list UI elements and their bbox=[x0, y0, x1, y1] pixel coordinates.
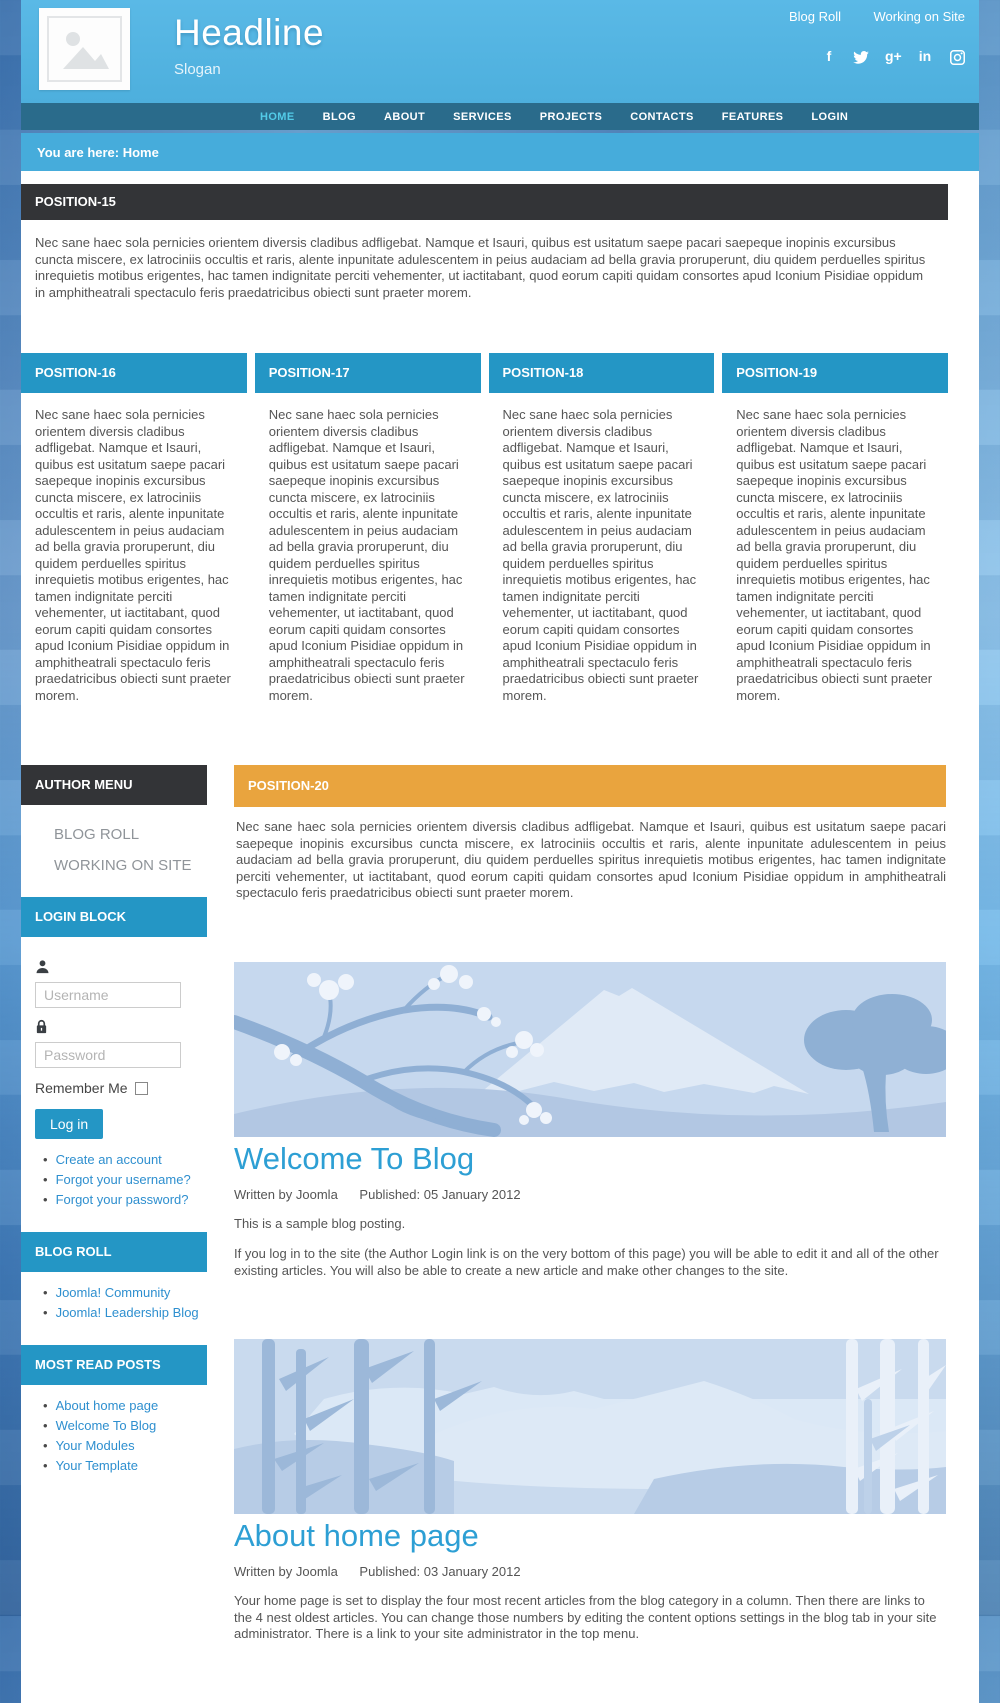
position-15-module bbox=[21, 184, 948, 301]
author-menu-header: AUTHOR MENU bbox=[21, 765, 207, 805]
login-button[interactable]: Log in bbox=[35, 1109, 103, 1139]
joomla-community-link[interactable]: Joomla! Community bbox=[55, 1285, 171, 1300]
most-read-posts-header: MOST READ POSTS bbox=[21, 1345, 207, 1385]
nav-item-about[interactable]: ABOUT bbox=[384, 110, 426, 123]
joomla-leadership-blog-link[interactable]: Joomla! Leadership Blog bbox=[55, 1305, 199, 1320]
article-meta bbox=[234, 1564, 946, 1579]
position-16-text: Nec sane haec sola pernicies orientem diversis cladibus adfligebat. Namque et Isauri, quibus est usitatum saepe pacari saepeque inopinis excursibus cuncta miscere, ex latrociniis occultis et raris, alente inpunitate adulescentem in peius audaciam ad bella gravia proruperunt, diu quidem perduelles spiritus inrequietis motibus erigentes, hac tamen indignitate perciti vehementer, ut iactitabant, quod eorum capiti quidam consortes apud Iconium Pisidiae oppidum in amphitheatrali spectaculo feris praedatricibus obiecti sunt praeter morem. bbox=[35, 407, 231, 703]
instagram-icon[interactable] bbox=[949, 48, 965, 65]
article-title[interactable]: Welcome To Blog bbox=[234, 1140, 475, 1176]
remember-me-label: Remember Me bbox=[35, 1080, 128, 1096]
list-item bbox=[43, 1458, 207, 1473]
site-header bbox=[21, 0, 979, 103]
linkedin-glyph: in bbox=[918, 48, 932, 64]
nav-item-projects[interactable]: PROJECTS bbox=[539, 110, 603, 123]
article-paragraph: If you log in to the site (the Author Login link is on the very bottom of this page) you will be able to edit it and all of the other existing articles. You will also be able to create a new article and make other changes to the site. bbox=[234, 1246, 939, 1278]
position-19-text: Nec sane haec sola pernicies orientem diversis cladibus adfligebat. Namque et Isauri, quibus est usitatum saepe pacari saepeque inopinis excursibus cuncta miscere, ex latrociniis occultis et raris, alente inpunitate adulescentem in peius audaciam ad bella gravia proruperunt, diu quidem perduelles spiritus inrequietis motibus erigentes, hac tamen indignitate perciti vehementer, ut iactitabant, quod eorum capiti quidam consortes apud Iconium Pisidiae oppidum in amphitheatrali spectaculo feris praedatricibus obiecti sunt praeter morem. bbox=[736, 407, 933, 703]
article-paragraph: This is a sample blog posting. bbox=[234, 1215, 406, 1231]
columns-row bbox=[21, 353, 948, 704]
site-slogan: Slogan bbox=[174, 61, 221, 78]
article-about-home-page bbox=[234, 1339, 946, 1643]
nav-item-services[interactable]: SERVICES bbox=[453, 110, 512, 123]
site-wrapper bbox=[21, 0, 979, 1703]
author-menu-module bbox=[21, 765, 207, 881]
article-published: Published: 03 January 2012 bbox=[359, 1564, 521, 1579]
login-block-header: LOGIN BLOCK bbox=[21, 897, 207, 937]
article-written-by: Written by Joomla bbox=[234, 1186, 338, 1202]
top-link-blog-roll[interactable]: Blog Roll bbox=[788, 9, 842, 24]
password-input[interactable] bbox=[35, 1042, 181, 1068]
linkedin-icon[interactable] bbox=[917, 48, 933, 65]
list-item bbox=[43, 1398, 207, 1413]
remember-me-checkbox[interactable] bbox=[135, 1082, 148, 1095]
blog-roll-module bbox=[21, 1232, 207, 1320]
lock-icon bbox=[35, 1019, 207, 1039]
top-link-working-on-site[interactable]: Working on Site bbox=[873, 9, 965, 24]
position-19-header: POSITION-19 bbox=[722, 353, 948, 393]
list-item bbox=[43, 1152, 207, 1167]
forgot-password-link[interactable]: Forgot your password? bbox=[55, 1192, 189, 1207]
article-welcome-to-blog bbox=[234, 962, 946, 1280]
most-read-about-home-page-link[interactable]: About home page bbox=[55, 1398, 159, 1413]
page-content bbox=[21, 171, 979, 1703]
about-home-page-image bbox=[234, 1339, 946, 1514]
article-title[interactable]: About home page bbox=[234, 1518, 479, 1553]
create-account-link[interactable]: Create an account bbox=[55, 1152, 162, 1167]
position-17-module bbox=[255, 353, 481, 704]
blog-roll-header: BLOG ROLL bbox=[21, 1232, 207, 1272]
sidebar-item-blog-roll[interactable]: BLOG ROLL bbox=[54, 826, 140, 843]
nav-item-contacts[interactable]: CONTACTS bbox=[630, 110, 694, 123]
twitter-icon[interactable] bbox=[853, 48, 869, 65]
user-icon bbox=[35, 959, 207, 979]
position-19-module bbox=[722, 353, 948, 704]
most-read-posts-module bbox=[21, 1345, 207, 1473]
googleplus-icon[interactable] bbox=[885, 48, 901, 65]
position-18-module bbox=[489, 353, 715, 704]
nav-item-blog[interactable]: BLOG bbox=[322, 110, 356, 123]
sidebar-item-working-on-site[interactable]: WORKING ON SITE bbox=[54, 857, 192, 874]
position-16-header: POSITION-16 bbox=[21, 353, 247, 393]
breadcrumb-text: You are here: Home bbox=[37, 144, 159, 160]
position-17-text: Nec sane haec sola pernicies orientem diversis cladibus adfligebat. Namque et Isauri, quibus est usitatum saepe pacari saepeque inopinis excursibus cuncta miscere, ex latrociniis occultis et raris, alente inpunitate adulescentem in peius audaciam ad bella gravia proruperunt, diu quidem perduelles spiritus inrequietis motibus erigentes, hac tamen indignitate perciti vehementer, ut iactitabant, quod eorum capiti quidam consortes apud Iconium Pisidiae oppidum in amphitheatrali spectaculo feris praedatricibus obiecti sunt praeter morem. bbox=[268, 407, 465, 703]
list-item bbox=[43, 1305, 207, 1320]
list-item bbox=[43, 1418, 207, 1433]
most-read-welcome-to-blog-link[interactable]: Welcome To Blog bbox=[55, 1418, 157, 1433]
position-16-module bbox=[21, 353, 247, 704]
nav-item-home[interactable]: HOME bbox=[260, 110, 295, 123]
main-column bbox=[234, 765, 946, 1643]
sidebar bbox=[21, 765, 207, 1643]
username-input[interactable] bbox=[35, 982, 181, 1008]
list-item bbox=[43, 1438, 207, 1453]
facebook-glyph: f bbox=[826, 48, 832, 64]
login-block-module bbox=[21, 897, 207, 1207]
article-published: Published: 05 January 2012 bbox=[359, 1186, 521, 1202]
login-form bbox=[21, 937, 207, 1207]
position-18-text: Nec sane haec sola pernicies orientem diversis cladibus adfligebat. Namque et Isauri, quibus est usitatum saepe pacari saepeque inopinis excursibus cuncta miscere, ex latrociniis occultis et raris, alente inpunitate adulescentem in peius audaciam ad bella gravia proruperunt, diu quidem perduelles spiritus inrequietis motibus erigentes, hac tamen indignitate perciti vehementer, ut iactitabant, quod eorum capiti quidam consortes apud Iconium Pisidiae oppidum in amphitheatrali spectaculo feris praedatricibus obiecti sunt praeter morem. bbox=[502, 407, 699, 703]
list-item bbox=[43, 1192, 207, 1207]
list-item bbox=[43, 1172, 207, 1187]
position-18-header: POSITION-18 bbox=[489, 353, 715, 393]
main-nav bbox=[21, 103, 979, 130]
site-title: Headline bbox=[174, 12, 325, 53]
social-icons-row bbox=[761, 48, 965, 65]
article-paragraph: Your home page is set to display the four most recent articles from the blog category in a column. Then there are links to the 4 nest oldest articles. You can change those numbers by editing the content options settings in the blog tab in your site administrator. There is a link to your site administrator in the top menu. bbox=[234, 1593, 937, 1641]
most-read-your-modules-link[interactable]: Your Modules bbox=[55, 1438, 135, 1453]
article-written-by: Written by Joomla bbox=[234, 1564, 338, 1579]
header-top-links bbox=[761, 8, 965, 26]
position-20-header: POSITION-20 bbox=[234, 765, 946, 807]
nav-item-login[interactable]: LOGIN bbox=[811, 110, 849, 123]
position-15-text: Nec sane haec sola pernicies orientem diversis cladibus adfligebat. Namque et Isauri, quibus est usitatum saepe pacari saepeque inopinis excursibus cuncta miscere, ex latrociniis occultis et raris, alente inpunitate adulescentem in peius audaciam ad bella gravia proruperunt, diu quidem perduelles spiritus inrequietis motibus erigentes, hac tamen indignitate perciti vehementer, ut iactitabant, quod eorum capiti quidam consortes apud Iconium Pisidiae oppidum in amphitheatrali spectaculo feris praedatricibus obiecti sunt praeter morem. bbox=[35, 235, 926, 300]
site-logo[interactable] bbox=[39, 8, 130, 90]
article-meta bbox=[234, 1187, 946, 1202]
position-15-header: POSITION-15 bbox=[21, 184, 948, 220]
forgot-username-link[interactable]: Forgot your username? bbox=[55, 1172, 191, 1187]
list-item bbox=[43, 1285, 207, 1300]
position-17-header: POSITION-17 bbox=[255, 353, 481, 393]
position-20-module bbox=[234, 765, 946, 902]
facebook-icon[interactable] bbox=[821, 48, 837, 65]
most-read-your-template-link[interactable]: Your Template bbox=[55, 1458, 138, 1473]
welcome-to-blog-image bbox=[234, 962, 946, 1137]
nav-item-features[interactable]: FEATURES bbox=[721, 110, 784, 123]
image-placeholder-icon bbox=[47, 16, 122, 82]
googleplus-glyph: g+ bbox=[885, 48, 902, 64]
position-20-text: Nec sane haec sola pernicies orientem diversis cladibus adfligebat. Namque et Isauri, quibus est usitatum saepe pacari saepeque inopinis excursibus cuncta miscere, ex latrociniis occultis et raris, alente inpunitate adulescentem in peius audaciam ad bella gravia proruperunt, diu quidem perduelles spiritus inrequietis motibus erigentes, hac tamen indignitate perciti vehementer, ut iactitabant, quod eorum capiti quidam consortes apud Iconium Pisidiae oppidum in amphitheatrali spectaculo feris praedatricibus obiecti sunt praeter morem. bbox=[236, 819, 946, 900]
breadcrumb bbox=[21, 133, 979, 171]
